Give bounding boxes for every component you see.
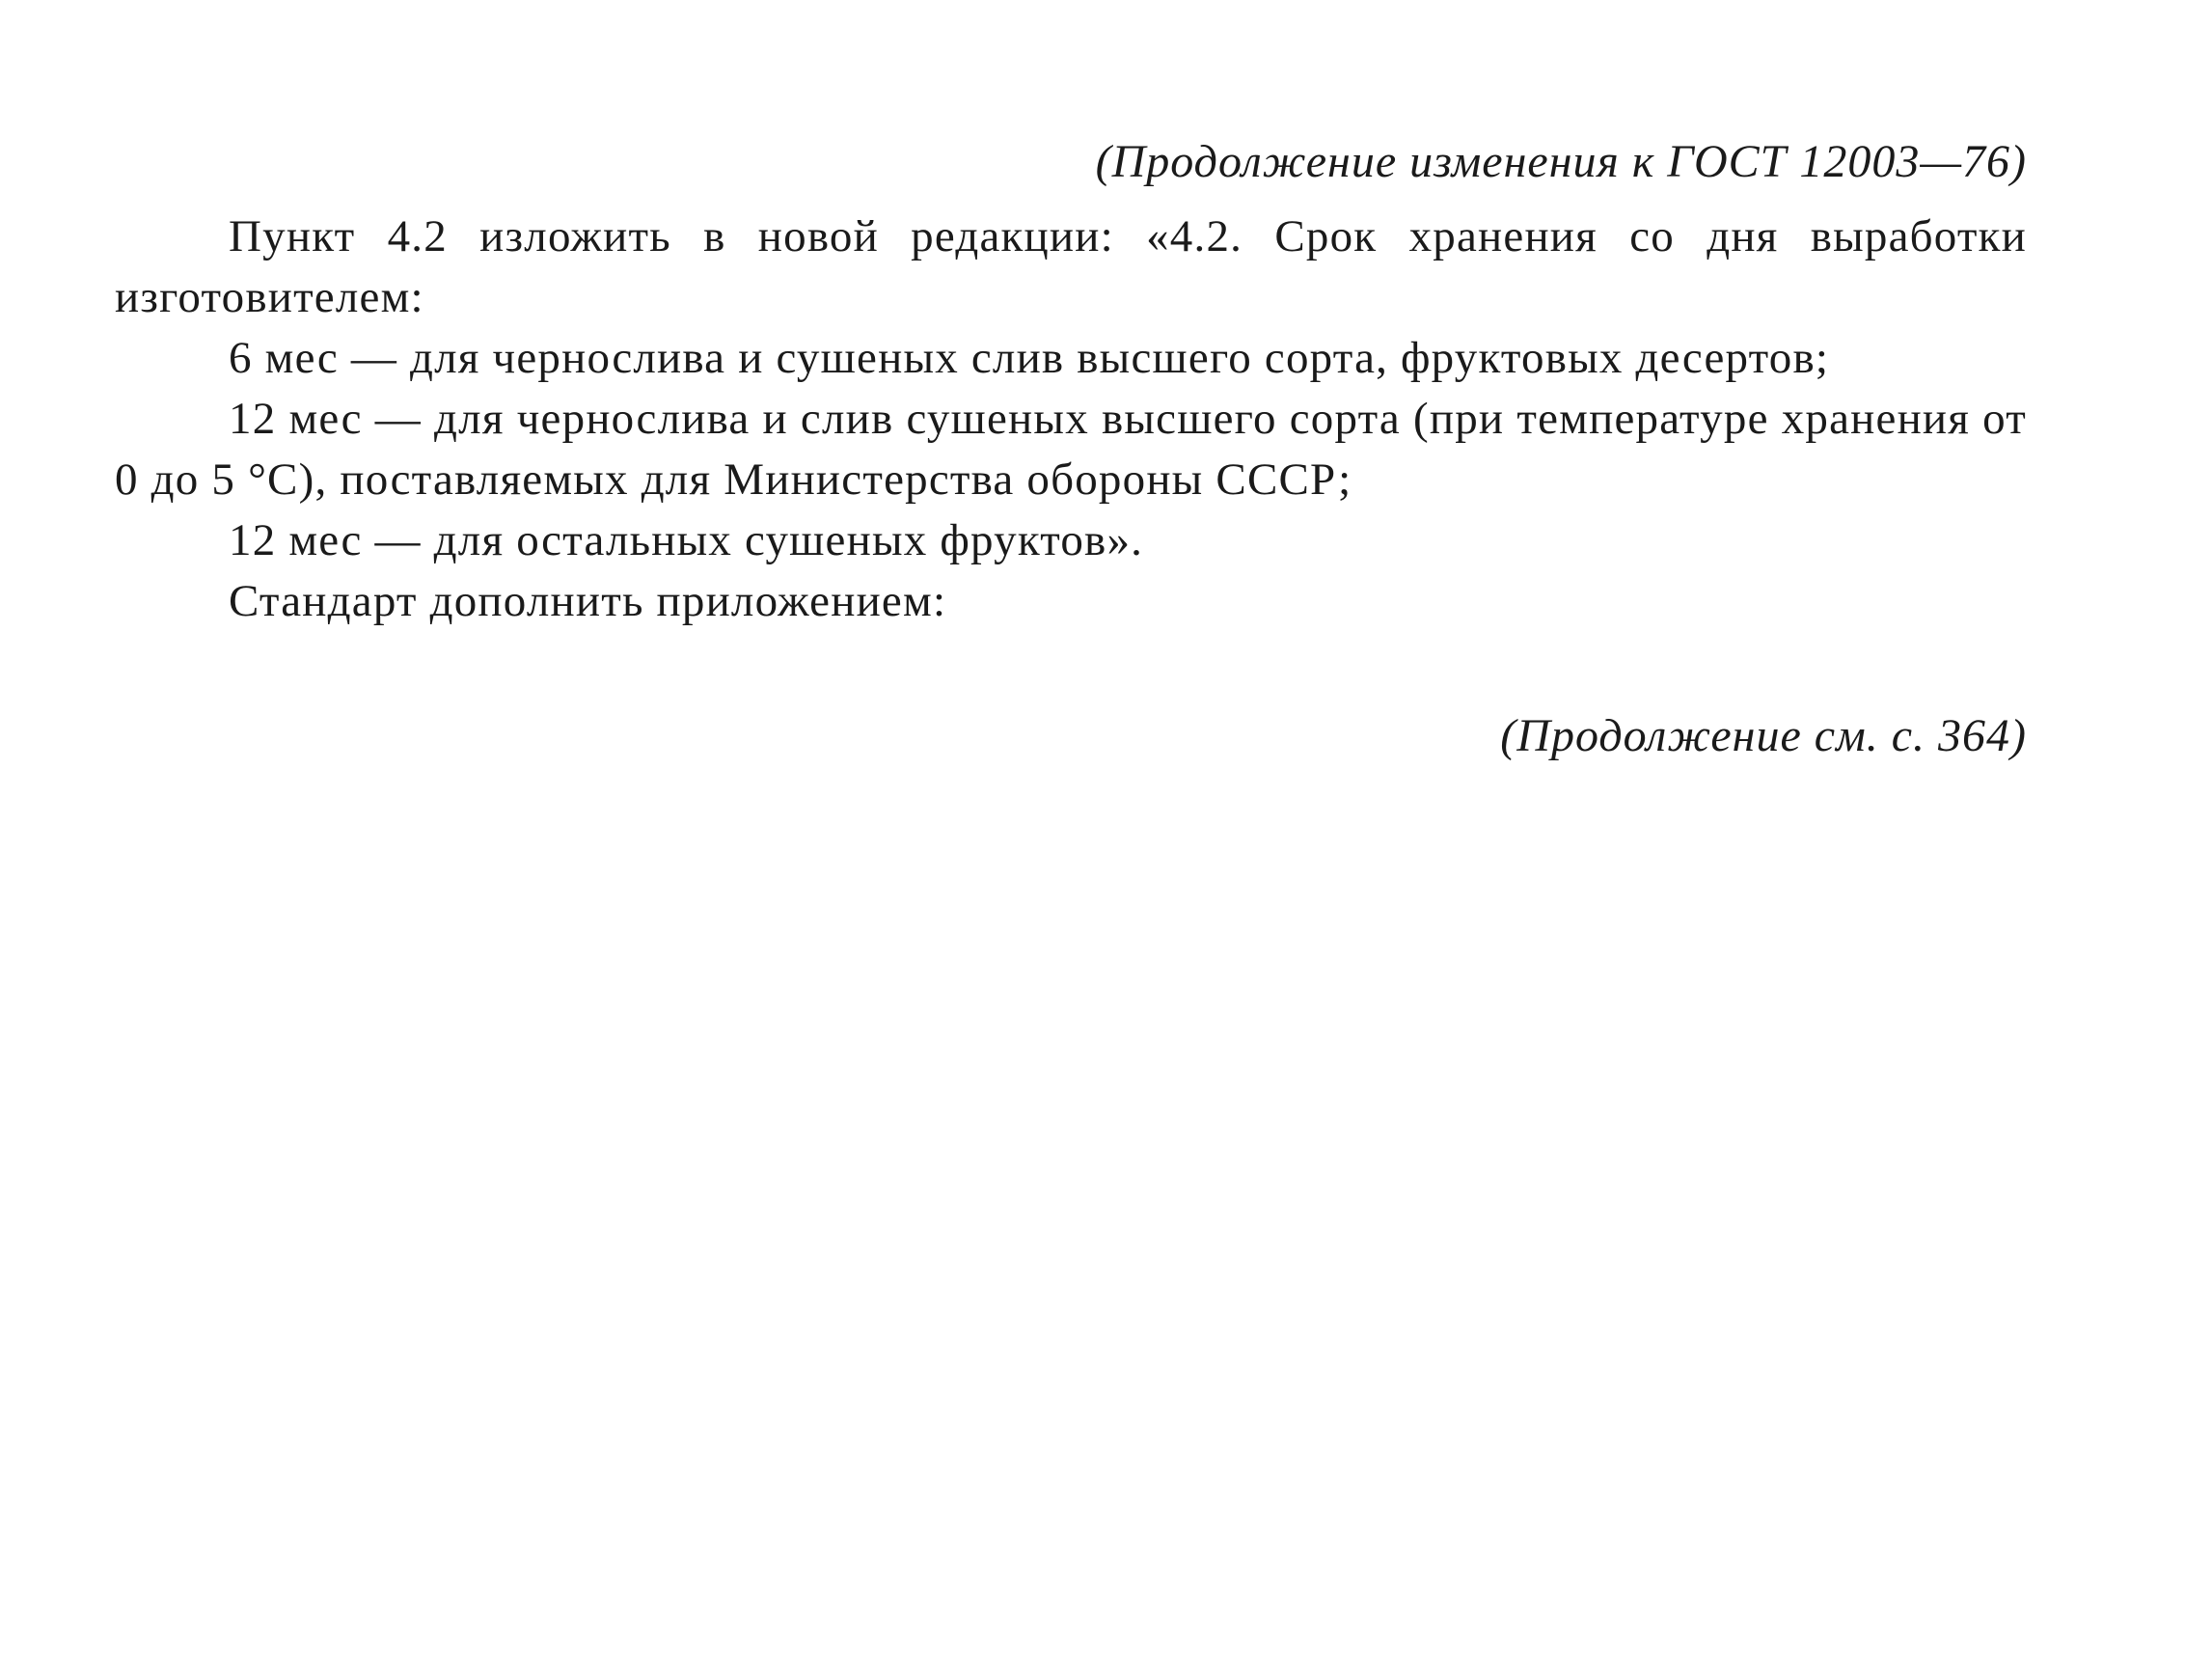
paragraph-12-months-other: 12 мес — для остальных сушеных фруктов». <box>229 515 1144 565</box>
paragraph-clause-4-2: Пункт 4.2 изложить в новой редакции: «4.2. Срок хранения со дня выработки изготовителем: <box>115 211 2027 322</box>
document-body <box>115 206 2027 632</box>
paragraph-appendix-note: Стандарт дополнить приложением: <box>229 576 947 626</box>
paragraph-12-months-defense: 12 мес — для чернослива и слив сушеных высшего сорта (при температуре хранения от 0 до 5 °С), поставляемых для Министерства обороны СССР; <box>115 394 2027 505</box>
header-continuation-note: (Продолжение изменения к ГОСТ 12003—76) <box>1095 136 2027 187</box>
paragraph-6-months: 6 мес — для чернослива и сушеных слив высшего сорта, фруктовых десертов; <box>229 333 1830 383</box>
footer-continuation-note: (Продолжение см. с. 364) <box>1500 710 2027 761</box>
